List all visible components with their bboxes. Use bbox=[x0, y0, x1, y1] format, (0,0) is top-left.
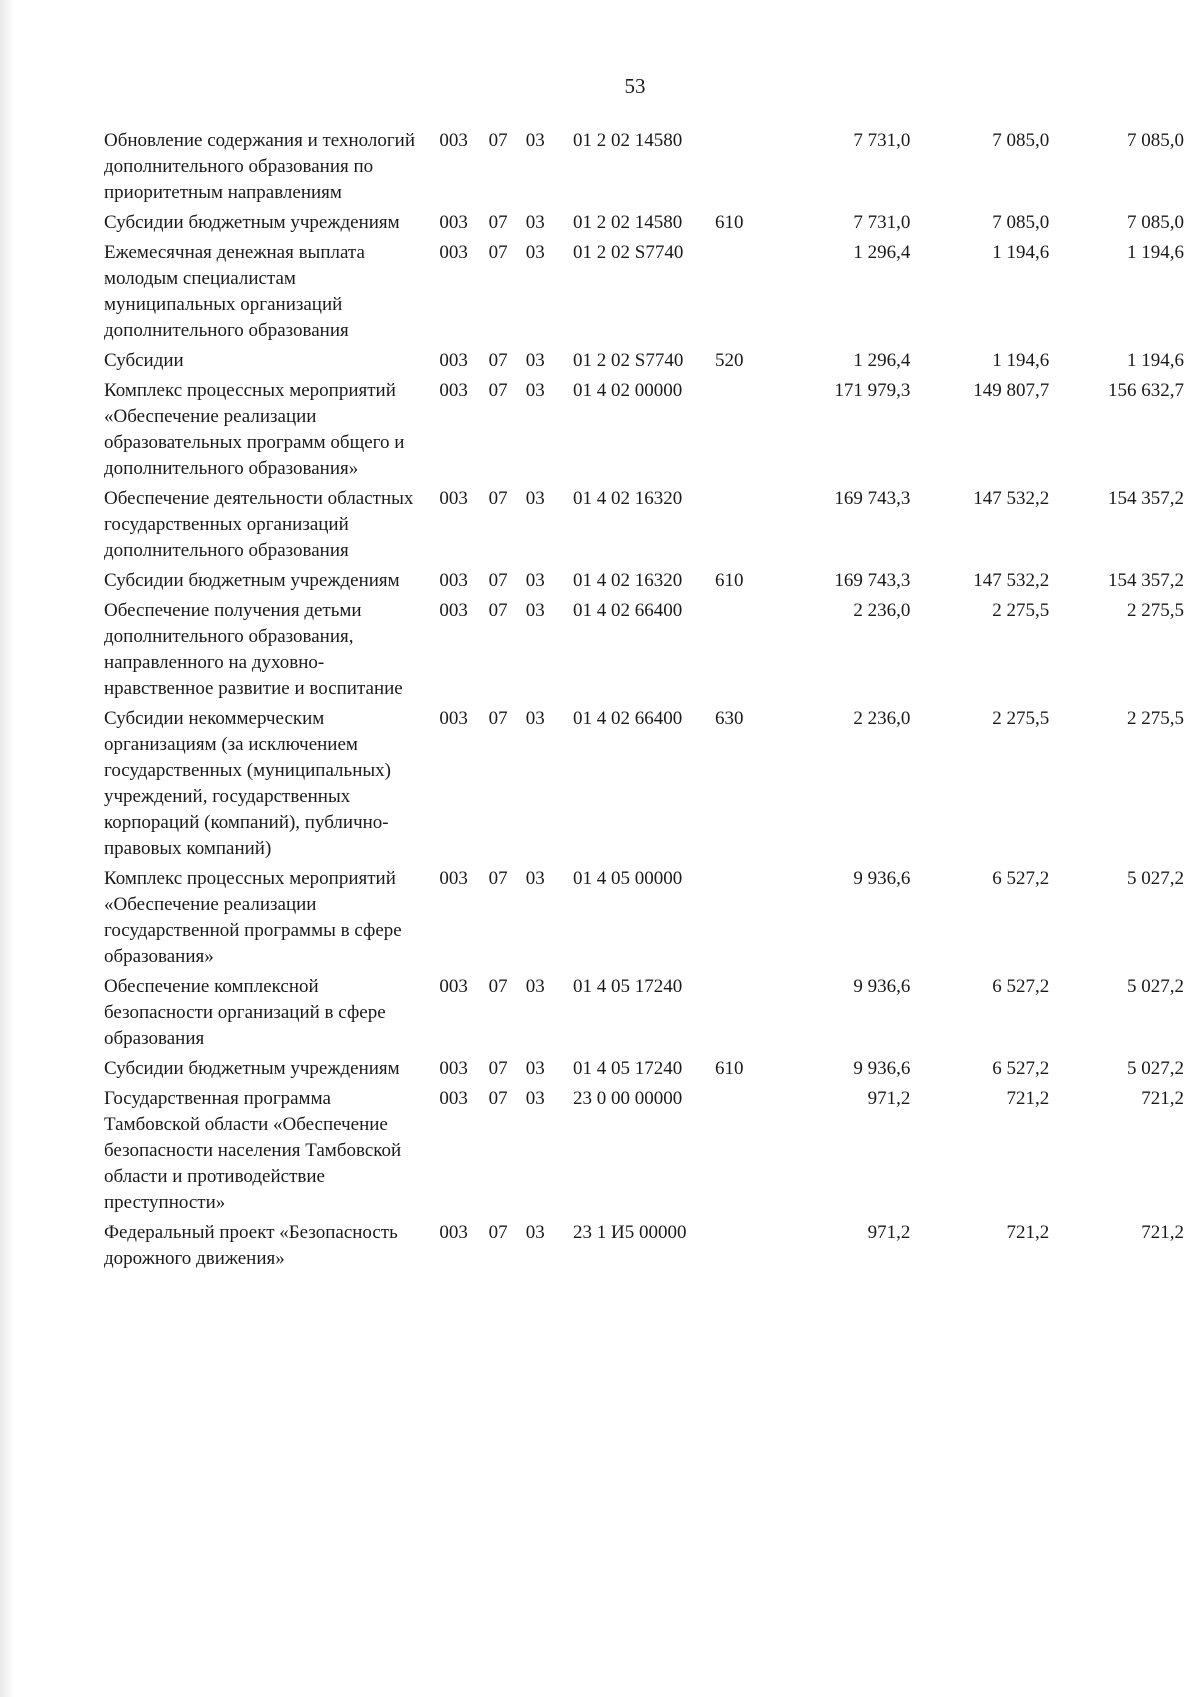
cell-amount-year-3: 1 194,6 bbox=[1127, 242, 1184, 263]
cell-amount-year-1: 169 743,3 bbox=[834, 570, 911, 591]
cell-target-article: 01 2 02 14580 bbox=[573, 212, 683, 233]
cell-podrazdel: 03 bbox=[525, 242, 545, 263]
cell-amount-year-3: 721,2 bbox=[1141, 1222, 1184, 1243]
cell-razdel: 07 bbox=[488, 1088, 508, 1109]
cell-podrazdel: 03 bbox=[525, 130, 545, 151]
cell-expense-type bbox=[715, 378, 768, 486]
cell-amount-year-1: 9 936,6 bbox=[853, 868, 911, 889]
cell-target-article: 01 2 02 14580 bbox=[573, 130, 683, 151]
table-row bbox=[104, 598, 1184, 706]
row-name: Субсидии бюджетным учреждениям bbox=[104, 212, 400, 233]
cell-amount-year-2: 2 275,5 bbox=[992, 708, 1050, 729]
cell-expense-type: 630 bbox=[714, 708, 744, 729]
cell-amount-year-1: 2 236,0 bbox=[853, 708, 911, 729]
cell-expense-type: 610 bbox=[714, 570, 744, 591]
row-name: Субсидии бюджетным учреждениям bbox=[104, 1058, 400, 1079]
row-name: Государственная программа Тамбовской области «Обеспечение безопасности населения Тамбовской области и противодействие преступности» bbox=[104, 1088, 402, 1213]
cell-target-article: 01 2 02 S7740 bbox=[573, 242, 684, 263]
cell-amount-year-3: 5 027,2 bbox=[1127, 1058, 1184, 1079]
table-row bbox=[104, 706, 1184, 866]
table-body bbox=[104, 128, 1184, 1276]
cell-ved: 003 bbox=[439, 488, 468, 509]
cell-target-article: 01 4 02 16320 bbox=[573, 488, 683, 509]
cell-amount-year-2: 6 527,2 bbox=[992, 868, 1050, 889]
cell-amount-year-2: 1 194,6 bbox=[992, 350, 1050, 371]
cell-amount-year-3: 154 357,2 bbox=[1108, 570, 1184, 591]
cell-amount-year-2: 1 194,6 bbox=[992, 242, 1050, 263]
cell-amount-year-1: 1 296,4 bbox=[853, 242, 911, 263]
cell-podrazdel: 03 bbox=[525, 1088, 545, 1109]
cell-amount-year-2: 7 085,0 bbox=[992, 212, 1050, 233]
cell-podrazdel: 03 bbox=[525, 350, 545, 371]
table-row bbox=[104, 1056, 1184, 1086]
cell-amount-year-1: 9 936,6 bbox=[853, 1058, 911, 1079]
cell-expense-type bbox=[715, 128, 768, 210]
cell-amount-year-1: 971,2 bbox=[867, 1222, 911, 1243]
table-row bbox=[104, 974, 1184, 1056]
cell-podrazdel: 03 bbox=[525, 212, 545, 233]
cell-expense-type bbox=[715, 240, 768, 348]
cell-podrazdel: 03 bbox=[525, 600, 545, 621]
table-row bbox=[104, 128, 1184, 210]
row-name: Федеральный проект «Безопасность дорожного движения» bbox=[104, 1222, 398, 1269]
cell-target-article: 01 4 02 66400 bbox=[573, 600, 683, 621]
cell-target-article: 01 4 05 17240 bbox=[573, 976, 683, 997]
row-name: Ежемесячная денежная выплата молодым специалистам муниципальных организаций дополнительного образования bbox=[104, 242, 365, 341]
cell-target-article: 23 1 И5 00000 bbox=[573, 1222, 687, 1243]
row-name: Обеспечение получения детьми дополнительного образования, направленного на духовно-нравственное развитие и воспитание bbox=[104, 600, 403, 699]
cell-amount-year-3: 7 085,0 bbox=[1127, 212, 1184, 233]
row-name: Комплекс процессных мероприятий «Обеспечение реализации образовательных программ общего и дополнительного образования» bbox=[104, 380, 405, 479]
cell-amount-year-2: 2 275,5 bbox=[992, 600, 1050, 621]
cell-podrazdel: 03 bbox=[525, 570, 545, 591]
cell-amount-year-1: 7 731,0 bbox=[853, 130, 911, 151]
cell-podrazdel: 03 bbox=[525, 868, 545, 889]
cell-amount-year-3: 2 275,5 bbox=[1127, 600, 1184, 621]
page-number: 53 bbox=[624, 74, 646, 98]
cell-amount-year-1: 171 979,3 bbox=[834, 380, 911, 401]
table-row bbox=[104, 348, 1184, 378]
row-name: Субсидии некоммерческим организациям (за исключением государственных (муниципальных) учреждений, государственных корпораций (компаний), публично-правовых компаний) bbox=[104, 708, 391, 859]
cell-amount-year-3: 5 027,2 bbox=[1127, 868, 1184, 889]
table-row bbox=[104, 210, 1184, 240]
cell-target-article: 01 4 05 17240 bbox=[573, 1058, 683, 1079]
cell-amount-year-3: 154 357,2 bbox=[1108, 488, 1184, 509]
cell-expense-type: 520 bbox=[714, 350, 744, 371]
cell-expense-type bbox=[715, 1220, 768, 1276]
cell-amount-year-1: 1 296,4 bbox=[853, 350, 911, 371]
cell-ved: 003 bbox=[439, 868, 468, 889]
cell-amount-year-1: 971,2 bbox=[867, 1088, 911, 1109]
cell-razdel: 07 bbox=[488, 212, 508, 233]
cell-amount-year-2: 149 807,7 bbox=[973, 380, 1050, 401]
budget-table bbox=[104, 128, 1184, 1276]
cell-razdel: 07 bbox=[488, 488, 508, 509]
cell-expense-type: 610 bbox=[714, 1058, 744, 1079]
cell-ved: 003 bbox=[439, 570, 468, 591]
cell-razdel: 07 bbox=[488, 600, 508, 621]
row-name: Субсидии бюджетным учреждениям bbox=[104, 570, 400, 591]
cell-expense-type: 610 bbox=[714, 212, 744, 233]
cell-expense-type bbox=[715, 866, 768, 974]
cell-expense-type bbox=[715, 974, 768, 1056]
cell-ved: 003 bbox=[439, 600, 468, 621]
cell-razdel: 07 bbox=[488, 976, 508, 997]
cell-amount-year-1: 9 936,6 bbox=[853, 976, 911, 997]
cell-razdel: 07 bbox=[488, 350, 508, 371]
cell-amount-year-2: 721,2 bbox=[1006, 1222, 1050, 1243]
row-name: Обеспечение комплексной безопасности организаций в сфере образования bbox=[104, 976, 386, 1049]
cell-amount-year-3: 721,2 bbox=[1141, 1088, 1184, 1109]
cell-target-article: 01 2 02 S7740 bbox=[573, 350, 684, 371]
cell-razdel: 07 bbox=[488, 1058, 508, 1079]
cell-target-article: 01 4 02 16320 bbox=[573, 570, 683, 591]
cell-target-article: 01 4 05 00000 bbox=[573, 868, 683, 889]
table-row bbox=[104, 378, 1184, 486]
cell-amount-year-2: 6 527,2 bbox=[992, 1058, 1050, 1079]
table-row bbox=[104, 568, 1184, 598]
cell-amount-year-3: 2 275,5 bbox=[1127, 708, 1184, 729]
cell-podrazdel: 03 bbox=[525, 380, 545, 401]
cell-podrazdel: 03 bbox=[525, 1058, 545, 1079]
row-name: Комплекс процессных мероприятий «Обеспечение реализации государственной программы в сфере образования» bbox=[104, 868, 402, 967]
cell-amount-year-2: 6 527,2 bbox=[992, 976, 1050, 997]
cell-target-article: 01 4 02 00000 bbox=[573, 380, 683, 401]
scan-edge-shadow bbox=[0, 0, 14, 1697]
cell-ved: 003 bbox=[439, 130, 468, 151]
cell-amount-year-3: 1 194,6 bbox=[1127, 350, 1184, 371]
cell-podrazdel: 03 bbox=[525, 1222, 545, 1243]
table-row bbox=[104, 240, 1184, 348]
cell-target-article: 23 0 00 00000 bbox=[573, 1088, 683, 1109]
cell-razdel: 07 bbox=[488, 1222, 508, 1243]
cell-amount-year-3: 156 632,7 bbox=[1108, 380, 1184, 401]
cell-razdel: 07 bbox=[488, 130, 508, 151]
cell-razdel: 07 bbox=[488, 242, 508, 263]
table-row bbox=[104, 486, 1184, 568]
table-row bbox=[104, 1086, 1184, 1220]
cell-ved: 003 bbox=[439, 242, 468, 263]
cell-amount-year-3: 5 027,2 bbox=[1127, 976, 1184, 997]
cell-razdel: 07 bbox=[488, 380, 508, 401]
cell-ved: 003 bbox=[439, 976, 468, 997]
cell-ved: 003 bbox=[439, 380, 468, 401]
cell-amount-year-2: 147 532,2 bbox=[973, 488, 1050, 509]
cell-amount-year-1: 2 236,0 bbox=[853, 600, 911, 621]
cell-razdel: 07 bbox=[488, 708, 508, 729]
cell-expense-type bbox=[715, 486, 768, 568]
cell-podrazdel: 03 bbox=[525, 488, 545, 509]
table-row bbox=[104, 866, 1184, 974]
cell-expense-type bbox=[715, 1086, 768, 1220]
cell-ved: 003 bbox=[439, 708, 468, 729]
cell-ved: 003 bbox=[439, 1058, 468, 1079]
cell-ved: 003 bbox=[439, 1222, 468, 1243]
cell-amount-year-2: 7 085,0 bbox=[992, 130, 1050, 151]
cell-razdel: 07 bbox=[488, 570, 508, 591]
cell-podrazdel: 03 bbox=[525, 708, 545, 729]
cell-ved: 003 bbox=[439, 350, 468, 371]
cell-ved: 003 bbox=[439, 212, 468, 233]
cell-ved: 003 bbox=[439, 1088, 468, 1109]
cell-expense-type bbox=[715, 598, 768, 706]
cell-amount-year-1: 169 743,3 bbox=[834, 488, 911, 509]
cell-amount-year-1: 7 731,0 bbox=[853, 212, 911, 233]
table-row bbox=[104, 1220, 1184, 1276]
cell-razdel: 07 bbox=[488, 868, 508, 889]
row-name: Обеспечение деятельности областных государственных организаций дополнительного образования bbox=[104, 488, 414, 561]
row-name: Субсидии bbox=[104, 350, 184, 371]
row-name: Обновление содержания и технологий дополнительного образования по приоритетным направлениям bbox=[104, 130, 416, 203]
cell-amount-year-2: 721,2 bbox=[1006, 1088, 1050, 1109]
cell-target-article: 01 4 02 66400 bbox=[573, 708, 683, 729]
cell-podrazdel: 03 bbox=[525, 976, 545, 997]
cell-amount-year-2: 147 532,2 bbox=[973, 570, 1050, 591]
cell-amount-year-3: 7 085,0 bbox=[1127, 130, 1184, 151]
